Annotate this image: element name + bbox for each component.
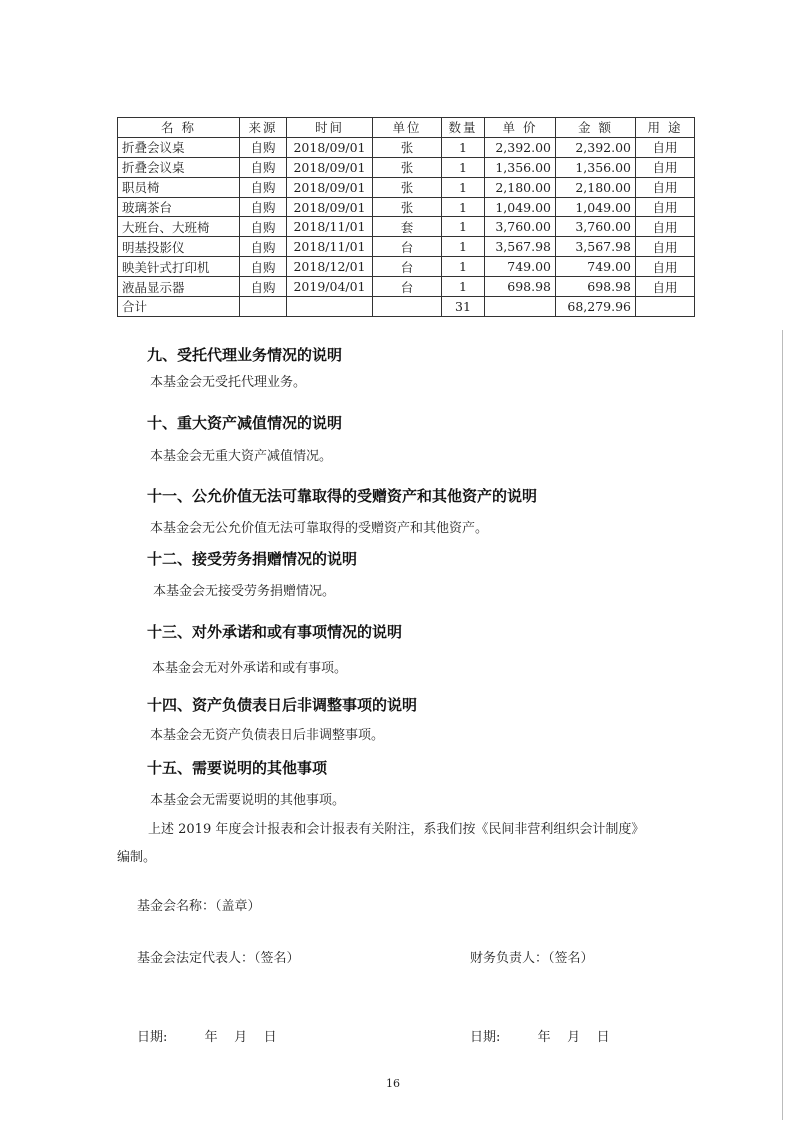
cell-price: 1,049.00: [485, 197, 556, 217]
cell-unit: 张: [373, 197, 442, 217]
table-row: [118, 137, 695, 157]
header-qty: 数量: [442, 118, 485, 138]
page-number: 16: [386, 1077, 400, 1090]
cell-unit: 张: [373, 177, 442, 197]
cell-date: 2018/12/01: [287, 257, 373, 277]
cell-unit: 台: [373, 277, 442, 297]
section-9-heading: 九、受托代理业务情况的说明: [147, 346, 343, 364]
cell-price: 1,356.00: [485, 157, 556, 177]
section-12-text: 本基金会无接受劳务捐赠情况。: [153, 584, 336, 599]
cell-source: 自购: [240, 197, 287, 217]
header-amount: 金 额: [556, 118, 636, 138]
table-header-row: [118, 118, 695, 138]
table-total-row: [118, 297, 695, 317]
cell-date: 2018/09/01: [287, 197, 373, 217]
cell-use: 自用: [636, 157, 695, 177]
total-label: 合计: [118, 297, 240, 317]
cell-qty: 1: [442, 217, 485, 237]
cell-name: 折叠会议桌: [118, 157, 240, 177]
date-left-label: 日期: 年 月 日: [137, 1030, 277, 1045]
cell-qty: 1: [442, 137, 485, 157]
cell-qty: 1: [442, 257, 485, 277]
table-row: [118, 257, 695, 277]
total-amount: 68,279.96: [556, 297, 636, 317]
scan-edge-line: [782, 330, 783, 1120]
cell-unit: 套: [373, 217, 442, 237]
section-12-heading: 十二、接受劳务捐赠情况的说明: [147, 550, 358, 568]
total-empty-price: [485, 297, 556, 317]
cell-date: 2018/11/01: [287, 237, 373, 257]
cell-source: 自购: [240, 237, 287, 257]
cell-source: 自购: [240, 257, 287, 277]
cell-name: 映美针式打印机: [118, 257, 240, 277]
section-10-heading: 十、重大资产减值情况的说明: [147, 414, 343, 432]
cell-price: 3,567.98: [485, 237, 556, 257]
fixed-assets-table: [117, 117, 695, 317]
cell-unit: 张: [373, 157, 442, 177]
cell-date: 2018/09/01: [287, 157, 373, 177]
conclusion-line-1: 上述 2019 年度会计报表和会计报表有关附注，系我们按《民间非营利组织会计制度》: [148, 822, 645, 837]
cell-use: 自用: [636, 177, 695, 197]
cell-name: 液晶显示器: [118, 277, 240, 297]
section-11-heading: 十一、公允价值无法可靠取得的受赠资产和其他资产的说明: [147, 487, 538, 505]
header-price: 单 价: [485, 118, 556, 138]
date-right-label: 日期: 年 月 日: [470, 1030, 610, 1045]
cell-unit: 台: [373, 237, 442, 257]
table-row: [118, 197, 695, 217]
total-qty: 31: [442, 297, 485, 317]
conclusion-line-2: 编制。: [117, 850, 157, 865]
section-15-text: 本基金会无需要说明的其他事项。: [150, 793, 346, 808]
cell-amount: 3,760.00: [556, 217, 636, 237]
cell-amount: 1,356.00: [556, 157, 636, 177]
cell-date: 2018/09/01: [287, 177, 373, 197]
legal-representative-signature-label: 基金会法定代表人：（签名）: [137, 951, 300, 966]
header-unit: 单位: [373, 118, 442, 138]
cell-use: 自用: [636, 257, 695, 277]
cell-amount: 698.98: [556, 277, 636, 297]
cell-price: 2,392.00: [485, 137, 556, 157]
cell-date: 2018/11/01: [287, 217, 373, 237]
cell-use: 自用: [636, 237, 695, 257]
cell-price: 2,180.00: [485, 177, 556, 197]
cell-name: 玻璃茶台: [118, 197, 240, 217]
cell-qty: 1: [442, 197, 485, 217]
cell-source: 自购: [240, 177, 287, 197]
cell-name: 明基投影仪: [118, 237, 240, 257]
cell-unit: 台: [373, 257, 442, 277]
header-name: 名 称: [118, 118, 240, 138]
cell-qty: 1: [442, 157, 485, 177]
cell-qty: 1: [442, 177, 485, 197]
section-14-heading: 十四、资产负债表日后非调整事项的说明: [147, 696, 418, 714]
cell-use: 自用: [636, 217, 695, 237]
total-empty-source: [240, 297, 287, 317]
cell-use: 自用: [636, 197, 695, 217]
cell-unit: 张: [373, 137, 442, 157]
org-name-seal-label: 基金会名称：（盖章）: [137, 899, 261, 914]
cell-name: 大班台、大班椅: [118, 217, 240, 237]
table-row: [118, 217, 695, 237]
cell-date: 2019/04/01: [287, 277, 373, 297]
cell-amount: 2,180.00: [556, 177, 636, 197]
table-row: [118, 157, 695, 177]
section-13-text: 本基金会无对外承诺和或有事项。: [152, 661, 348, 676]
cell-price: 749.00: [485, 257, 556, 277]
cell-price: 3,760.00: [485, 217, 556, 237]
total-empty-date: [287, 297, 373, 317]
cell-source: 自购: [240, 157, 287, 177]
cell-use: 自用: [636, 137, 695, 157]
section-9-text: 本基金会无受托代理业务。: [150, 375, 307, 390]
cell-source: 自购: [240, 217, 287, 237]
cell-name: 折叠会议桌: [118, 137, 240, 157]
cell-amount: 2,392.00: [556, 137, 636, 157]
table-row: [118, 237, 695, 257]
section-13-heading: 十三、对外承诺和或有事项情况的说明: [147, 623, 403, 641]
cell-amount: 3,567.98: [556, 237, 636, 257]
cell-source: 自购: [240, 277, 287, 297]
total-empty-use: [636, 297, 695, 317]
cell-use: 自用: [636, 277, 695, 297]
section-11-text: 本基金会无公允价值无法可靠取得的受赠资产和其他资产。: [150, 521, 489, 536]
header-use: 用 途: [636, 118, 695, 138]
section-14-text: 本基金会无资产负债表日后非调整事项。: [150, 728, 385, 743]
section-10-text: 本基金会无重大资产减值情况。: [150, 449, 333, 464]
finance-head-signature-label: 财务负责人：（签名）: [470, 951, 594, 966]
cell-qty: 1: [442, 237, 485, 257]
cell-name: 职员椅: [118, 177, 240, 197]
header-date: 时间: [287, 118, 373, 138]
cell-amount: 749.00: [556, 257, 636, 277]
section-15-heading: 十五、需要说明的其他事项: [147, 759, 328, 777]
cell-qty: 1: [442, 277, 485, 297]
cell-amount: 1,049.00: [556, 197, 636, 217]
total-empty-unit: [373, 297, 442, 317]
cell-source: 自购: [240, 137, 287, 157]
table-row: [118, 277, 695, 297]
cell-date: 2018/09/01: [287, 137, 373, 157]
header-source: 来源: [240, 118, 287, 138]
table-row: [118, 177, 695, 197]
cell-price: 698.98: [485, 277, 556, 297]
